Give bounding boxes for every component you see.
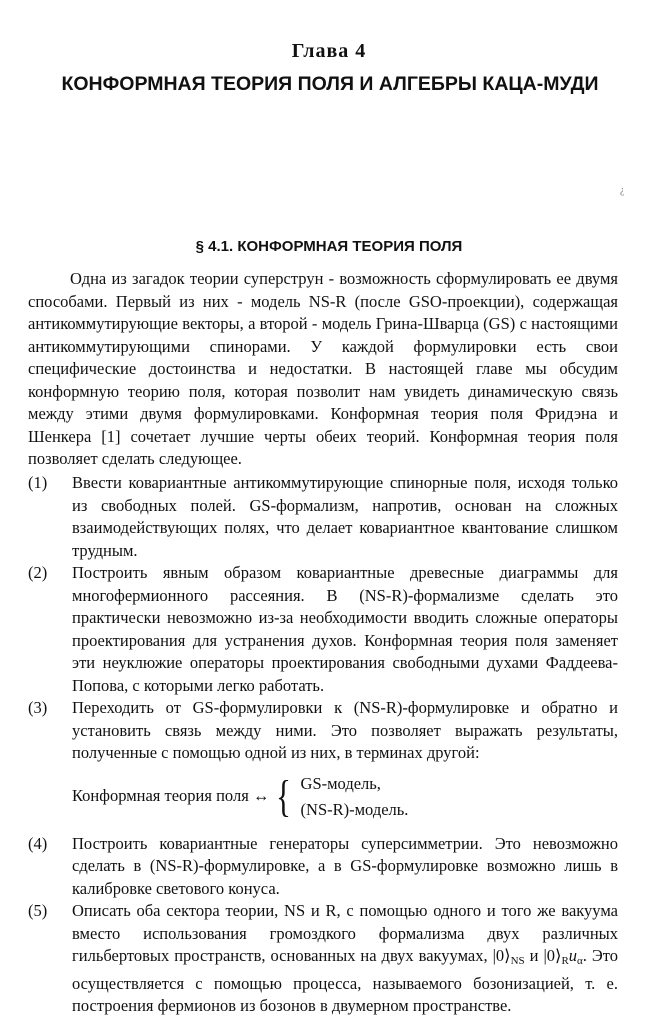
list-item <box>28 562 618 697</box>
vacuum-r: $|0⟩_Ru_\alpha$ <box>543 946 583 967</box>
item-number: (1) <box>28 473 48 492</box>
chapter-title: КОНФОРМНАЯ ТЕОРИЯ ПОЛЯ И АЛГЕБРЫ КАЦА-МУДИ <box>61 73 599 95</box>
item-number: (2) <box>28 563 48 582</box>
margin-mark: ¿ <box>620 185 625 196</box>
intro-paragraph: Одна из загадок теории суперструн - возможность сформулировать ее двумя способами. Первый из них - модель NS-R (после GSO-проекции), содержащая антикоммутирующие векторы, а второй - модель Грина-Шварца (GS) с настоящими антикоммутирующими спинорами. У каждой формулировки есть свои специфические достоинства и недостатки. В настоящей главе мы обсудим конформную теорию поля, которая позволит нам увидеть динамическую связь между этими двумя формулировками. Конформная теория поля Фридэна и Шенкера [1] сочетает лучшие черты обеих теорий. Конформная теория поля позволяет сделать следующее. <box>28 269 618 468</box>
item-text: Построить явным образом ковариантные древесные диаграммы для многофермионного рассеяния. В (NS-R)-формализме сделать это практически невозможно из-за необходимости вводить сложные операторы проектирования для устранения духов. Конформная теория поля заменяет эти неуклюжие операторы проектирования свободными духами Фаддеева-Попова, с которыми легко работать. <box>72 563 618 695</box>
item-text: Ввести ковариантные антикоммутирующие спинорные поля, исходя только из свободных полей. GS-формализм, напротив, основан на сложных взаимодействующих полях, что делает ковариантное квантование слишком трудным. <box>72 473 618 560</box>
item-text-before: Описать оба сектора теории, NS и R, с помощью одного и того же вакуума вместо использования громоздкого формализма двух различных гильбертовых пространств, основанных на двух вакуумах, <box>72 901 618 965</box>
item-text: Переходить от GS-формулировки к (NS-R)-формулировке и обратно и установить связь между ними. Это позволяет выражать результаты, полученные с помощью одной из них, в терминах другой: <box>72 698 618 762</box>
correspondence-formula <box>28 771 618 823</box>
formula-rhs <box>301 771 409 823</box>
section-title: § 4.1. КОНФОРМНАЯ ТЕОРИЯ ПОЛЯ <box>195 238 463 255</box>
list-item <box>28 472 618 562</box>
formula-rhs-nsr: (NS-R)-модель. <box>300 799 409 819</box>
vacuum-ns: $|0⟩_{NS}$ <box>492 946 525 967</box>
formula-lhs: Конформная теория поля ↔ <box>72 786 270 806</box>
item-and: и <box>529 946 539 965</box>
item-number: (5) <box>28 901 48 920</box>
item-text: Построить ковариантные генераторы суперсимметрии. Это невозможно сделать в (NS-R)-формулировке, а в GS-формулировке возможно лишь в калибровке светового конуса. <box>72 833 618 898</box>
list-item <box>28 697 618 765</box>
item-number: (3) <box>28 698 48 717</box>
formula-rhs-gs: GS-модель, <box>300 773 381 793</box>
numbered-list <box>28 472 618 1018</box>
list-item <box>28 833 618 901</box>
brace-symbol: { <box>276 771 292 821</box>
item-text-after: . Это осуществляется с помощью процесса, называемого бозонизацией, т. е. построения фермионов из бозонов в двумерном пространстве. <box>72 946 619 1015</box>
item-number: (4) <box>28 833 48 853</box>
chapter-label: Глава 4 <box>291 40 367 62</box>
